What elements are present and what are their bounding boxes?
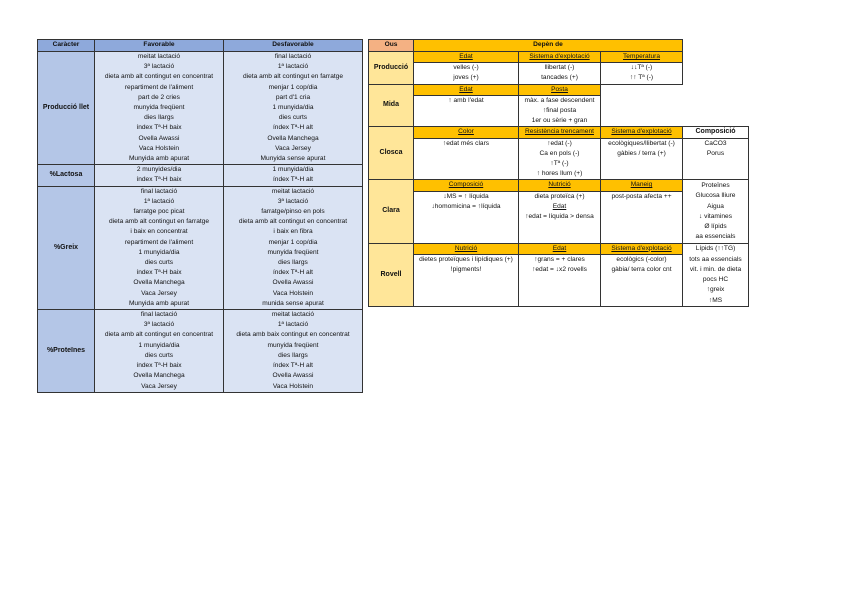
cell: ↑grans = + clares — [519, 254, 601, 265]
sub-maneig: Maneig — [601, 180, 683, 191]
sub-sistema-explotacio: Sistema d'explotació — [519, 52, 601, 63]
favorable-cell: 1 munyida/dia — [95, 248, 224, 258]
milk-factors-body — [38, 52, 363, 393]
cell: CaCO3 — [683, 138, 749, 149]
group-label: %Greix — [38, 186, 95, 309]
group-produccio: Producció — [369, 52, 414, 85]
sub-resistencia: Resistència trencament — [519, 127, 601, 138]
sub-nutricio: Nutrició — [519, 180, 601, 191]
cell: màx. a fase descendent — [519, 95, 601, 106]
cell: ↓ vitamines — [683, 212, 749, 222]
favorable-cell: índex Tª-H baix — [95, 268, 224, 278]
cell: Ø lípids — [683, 222, 749, 232]
desfavorable-cell: munyida freqüent — [224, 341, 363, 351]
cell — [519, 222, 601, 232]
cell — [601, 212, 683, 222]
desfavorable-cell: índex Tª-H alt — [224, 175, 363, 186]
cell — [414, 159, 519, 169]
cell: velles (-) — [414, 63, 519, 74]
sub-temperatura: Temperatura — [601, 52, 683, 63]
sub-sistema-explotacio: Sistema d'explotació — [601, 127, 683, 138]
cell: ↑↑ Tª (-) — [601, 73, 683, 84]
cell: ↓MS = ↑ líquida — [414, 191, 519, 202]
favorable-cell: final lactació — [95, 186, 224, 197]
sub-edat: Edat — [414, 84, 519, 95]
cell: ↑edat = ↓x2 rovells — [519, 265, 601, 275]
table-row — [38, 310, 363, 321]
cell: Edat — [519, 202, 601, 212]
cell: ↑final posta — [519, 106, 601, 116]
cell — [601, 202, 683, 212]
favorable-cell: Munyida amb apurat — [95, 299, 224, 310]
group-label: %Lactosa — [38, 165, 95, 186]
desfavorable-cell: dies curts — [224, 113, 363, 123]
favorable-cell: farratge poc picat — [95, 207, 224, 217]
header-depen-de: Depèn de — [414, 40, 683, 52]
desfavorable-cell: 1 munyida/dia — [224, 165, 363, 176]
cell: Lípids (↑↑TG) — [683, 243, 749, 254]
cell — [414, 149, 519, 159]
desfavorable-cell: 1 munyida/dia — [224, 103, 363, 113]
favorable-cell: Vaca Jersey — [95, 289, 224, 299]
sub-sistema-explotacio: Sistema d'explotació — [601, 243, 683, 254]
sub-posta: Posta — [519, 84, 601, 95]
cell: ↓homomicina = ↑líquida — [414, 202, 519, 212]
desfavorable-cell: final lactació — [224, 52, 363, 63]
desfavorable-cell: índex Tª-H alt — [224, 361, 363, 371]
desfavorable-cell: dies llargs — [224, 258, 363, 268]
favorable-cell: índex Tª-H baix — [95, 123, 224, 133]
favorable-cell: munyida freqüent — [95, 103, 224, 113]
sub-composicio: Composició — [683, 127, 749, 138]
cell: ecològiques/llibertat (-) — [601, 138, 683, 149]
desfavorable-cell: Ovella Awassi — [224, 371, 363, 381]
sub-edat: Edat — [414, 52, 519, 63]
table-row — [38, 165, 363, 176]
sub-color: Color — [414, 127, 519, 138]
cell: post-posta afecta ++ — [601, 191, 683, 202]
table-row — [38, 186, 363, 197]
cell — [414, 169, 519, 180]
favorable-cell: 1ª lactació — [95, 197, 224, 207]
favorable-cell: dieta amb alt contingut en farratge — [95, 217, 224, 227]
desfavorable-cell: dieta amb alt contingut en concentrat — [224, 217, 363, 227]
favorable-cell: meitat lactació — [95, 52, 224, 63]
favorable-cell: final lactació — [95, 310, 224, 321]
favorable-cell: i baix en concentrat — [95, 227, 224, 237]
desfavorable-cell: 3ª lactació — [224, 197, 363, 207]
cell: Ca en pols (-) — [519, 149, 601, 159]
group-rovell: Rovell — [369, 243, 414, 306]
cell: Porus — [683, 149, 749, 159]
cell: tots aa essencials — [683, 254, 749, 265]
cell: llibertat (-) — [519, 63, 601, 74]
desfavorable-cell: munyida freqüent — [224, 248, 363, 258]
desfavorable-cell: índex Tª-H alt — [224, 268, 363, 278]
desfavorable-cell: menjar 1 cop/dia — [224, 83, 363, 93]
desfavorable-cell: Vaca Holstein — [224, 382, 363, 393]
desfavorable-cell: Ovella Manchega — [224, 134, 363, 144]
favorable-cell: dies llargs — [95, 113, 224, 123]
desfavorable-cell: farratge/pinso en pols — [224, 207, 363, 217]
favorable-cell: repartiment de l'aliment — [95, 238, 224, 248]
cell: 1er ou sèrie + gran — [519, 116, 601, 127]
cell: ↑MS — [683, 296, 749, 307]
favorable-cell: Vaca Jersey — [95, 382, 224, 393]
header-caracter: Caràcter — [38, 40, 95, 52]
group-closca: Closca — [369, 127, 414, 180]
favorable-cell: dies curts — [95, 351, 224, 361]
desfavorable-cell: dies llargs — [224, 351, 363, 361]
cell: ecològics (-color) — [601, 254, 683, 265]
cell — [414, 212, 519, 222]
desfavorable-cell: meitat lactació — [224, 186, 363, 197]
group-mida: Mida — [369, 84, 414, 127]
desfavorable-cell: meitat lactació — [224, 310, 363, 321]
desfavorable-cell: menjar 1 cop/dia — [224, 238, 363, 248]
desfavorable-cell: Vaca Jersey — [224, 144, 363, 154]
desfavorable-cell: 1ª lactació — [224, 320, 363, 330]
cell: ↑edat (-) — [519, 138, 601, 149]
cell: ↑Tª (-) — [519, 159, 601, 169]
eggs-factors-table — [368, 39, 749, 307]
cell: !pigments! — [414, 265, 519, 275]
cell: Proteïnes — [683, 180, 749, 191]
favorable-cell: 2 munyides/dia — [95, 165, 224, 176]
group-clara: Clara — [369, 180, 414, 243]
group-label: %Proteïnes — [38, 310, 95, 393]
favorable-cell: Ovella Manchega — [95, 278, 224, 288]
cell — [601, 169, 683, 180]
header-ous: Ous — [369, 40, 414, 52]
cell: ↑ amb l'edat — [414, 95, 519, 106]
desfavorable-cell: Ovella Awassi — [224, 278, 363, 288]
favorable-cell: Munyida amb apurat — [95, 154, 224, 165]
cell: ↑edat = líquida > densa — [519, 212, 601, 222]
favorable-cell: índex Tª-H baix — [95, 175, 224, 186]
desfavorable-cell: índex Tª-H alt — [224, 123, 363, 133]
milk-factors-table — [37, 39, 363, 393]
cell — [683, 169, 749, 180]
cell: aa essencials — [683, 232, 749, 243]
cell: gàbies / terra (+) — [601, 149, 683, 159]
favorable-cell: 1 munyida/dia — [95, 341, 224, 351]
cell: dietes proteïques i lipídiques (+) — [414, 254, 519, 265]
header-desfavorable: Desfavorable — [224, 40, 363, 52]
cell — [683, 159, 749, 169]
cell — [601, 222, 683, 232]
cell — [601, 159, 683, 169]
cell: dieta proteïca (+) — [519, 191, 601, 202]
favorable-cell: dieta amb alt contingut en concentrat — [95, 330, 224, 340]
cell: Glucosa lliure — [683, 191, 749, 202]
sub-edat: Edat — [519, 243, 601, 254]
favorable-cell: Ovella Manchega — [95, 371, 224, 381]
favorable-cell: Vaca Holstein — [95, 144, 224, 154]
favorable-cell: dieta amb alt contingut en concentrat — [95, 72, 224, 82]
desfavorable-cell: dieta amb baix contingut en concentrat — [224, 330, 363, 340]
cell: vit. i min. de dieta — [683, 265, 749, 275]
cell: tancades (+) — [519, 73, 601, 84]
favorable-cell: repartiment de l'aliment — [95, 83, 224, 93]
desfavorable-cell: part d'1 cria — [224, 93, 363, 103]
cell: gàbia/ terra color cnt — [601, 265, 683, 275]
group-label: Producció llet — [38, 52, 95, 165]
cell: joves (+) — [414, 73, 519, 84]
cell — [414, 116, 519, 127]
cell: ↓↓Tª (-) — [601, 63, 683, 74]
favorable-cell: 3ª lactació — [95, 320, 224, 330]
cell: Aigua — [683, 202, 749, 212]
cell: ↑edat més clars — [414, 138, 519, 149]
favorable-cell: índex Tª-H baix — [95, 361, 224, 371]
table-row — [38, 52, 363, 63]
desfavorable-cell: dieta amb alt contingut en farratge — [224, 72, 363, 82]
desfavorable-cell: i baix en fibra — [224, 227, 363, 237]
cell: ↑greix — [683, 285, 749, 295]
favorable-cell: part de 2 cries — [95, 93, 224, 103]
desfavorable-cell: Munyida sense apurat — [224, 154, 363, 165]
sub-nutricio: Nutrició — [414, 243, 519, 254]
cell — [414, 106, 519, 116]
sub-composicio: Composició — [414, 180, 519, 191]
cell: pocs HC — [683, 275, 749, 285]
cell — [414, 222, 519, 232]
favorable-cell: 3ª lactació — [95, 62, 224, 72]
desfavorable-cell: munida sense apurat — [224, 299, 363, 310]
favorable-cell: Ovella Awassi — [95, 134, 224, 144]
desfavorable-cell: Vaca Holstein — [224, 289, 363, 299]
cell: ↑ hores llum (+) — [519, 169, 601, 180]
desfavorable-cell: 1ª lactació — [224, 62, 363, 72]
header-favorable: Favorable — [95, 40, 224, 52]
favorable-cell: dies curts — [95, 258, 224, 268]
